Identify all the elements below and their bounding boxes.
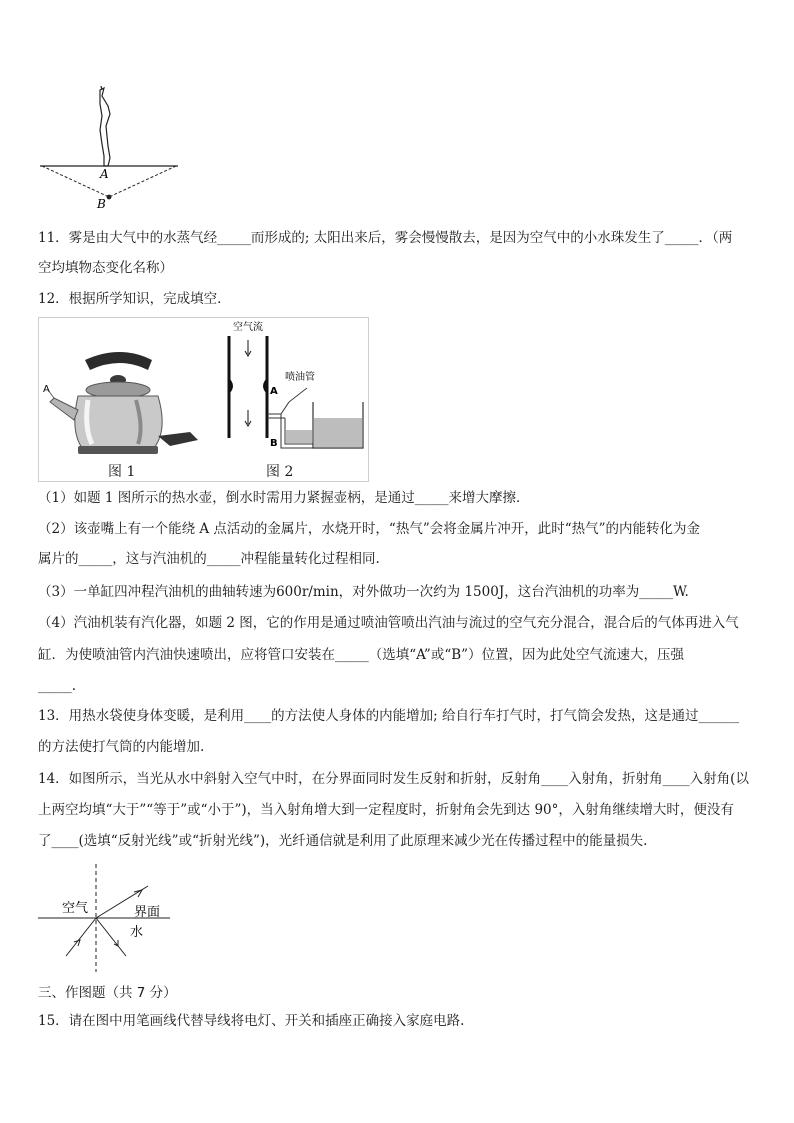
q12-part4-line2: 缸．为使喷油管内汽油快速喷出，应将管口安装在_____（选填“A”或“B”）位置，因为此处空气流速大，压强	[38, 647, 685, 663]
q13-line1: 13．用热水袋使身体变暖，是利用____的方法使人身体的内能增加; 给自行车打气时，打气筒会发热，这是通过______	[38, 708, 740, 724]
figure1-caption: 图 1	[108, 464, 136, 480]
q14-line3: 了____(选填“反射光线”或“折射光线”)，光纤通信就是利用了此原理来减少光在传播过程中的能量损失.	[38, 833, 648, 849]
refraction-figure	[38, 862, 178, 974]
pipe-label-b: B	[270, 438, 278, 449]
q12-part1: （1）如题 1 图所示的热水壶，倒水时需用力紧握壶柄，是通过_____来增大摩擦．	[38, 490, 530, 506]
q12-title: 12．根据所学知识，完成填空．	[38, 291, 231, 307]
airflow-label: 空气流	[233, 322, 263, 333]
q14-line1: 14．如图所示，当光从水中斜射入空气中时，在分界面同时发生反射和折射，反射角____入射角，折射角____入射角(以	[38, 771, 749, 787]
q15-line1: 15．请在图中用笔画线代替导线将电灯、开关和插座正确接入家庭电路.	[38, 1013, 465, 1029]
q12-part3: （3）一单缸四冲程汽油机的曲轴转速为600r/min，对外做功一次约为 1500J，这台汽油机的功率为_____W.	[38, 584, 689, 600]
section3-title: 三、作图题（共 7 分）	[38, 985, 177, 1001]
nozzle-label: 喷油管	[285, 372, 315, 383]
q14-line2: 上两空均填“大于”“等于”或“小于”)，当入射角增大到一定程度时，折射角会先到达 90°，入射角继续增大时，便没有	[38, 802, 734, 818]
pipe-label-a: A	[270, 386, 278, 397]
q12-part4-line1: （4）汽油机装有汽化器，如题 2 图，它的作用是通过喷油管喷出汽油与流过的空气充分混合，混合后的气体再进入气	[38, 615, 739, 631]
kettle-figure	[40, 340, 210, 460]
q12-part4-line3: _____.	[38, 678, 77, 694]
label-air: 空气	[62, 901, 89, 916]
label-a: A	[100, 167, 109, 181]
kettle-label-a: A	[43, 384, 50, 395]
label-water: 水	[130, 925, 144, 940]
diver-figure	[38, 86, 183, 212]
q11-line2: 空均填物态变化名称）	[38, 260, 173, 276]
q11-line1: 11．雾是由大气中的水蒸气经_____而形成的; 太阳出来后，雾会慢慢散去，是因为空气中的小水珠发生了_____．（两	[38, 230, 733, 246]
q13-line2: 的方法使打气筒的内能增加.	[38, 739, 205, 755]
figure2-caption: 图 2	[266, 464, 294, 480]
diver-silhouette	[100, 88, 110, 166]
point-b	[107, 195, 112, 200]
label-b: B	[97, 197, 106, 211]
q12-part2-line1: （2）该壶嘴上有一个能绕 A 点活动的金属片，水烧开时，“热气”会将金属片冲开，此时“热气”的内能转化为金	[38, 521, 701, 537]
label-interface: 界面	[134, 905, 161, 920]
q12-part2-line2: 属片的_____，这与汽油机的_____冲程能量转化过程相同.	[38, 551, 380, 567]
fuel-level	[314, 418, 362, 447]
carburetor-figure	[215, 318, 367, 458]
